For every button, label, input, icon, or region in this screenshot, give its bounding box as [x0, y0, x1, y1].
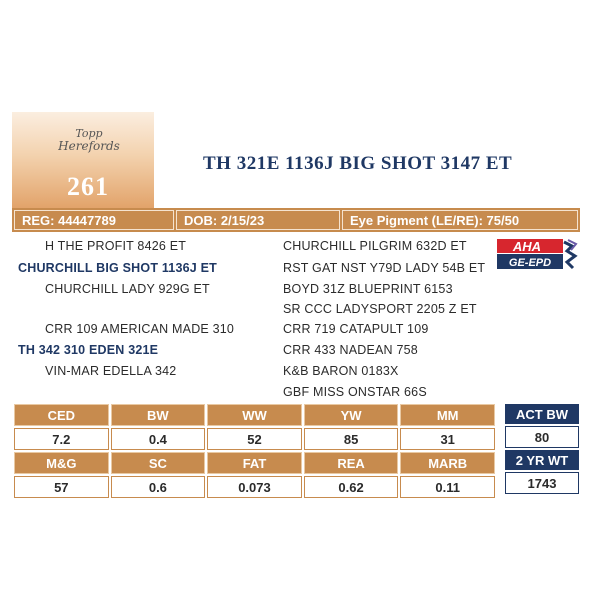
epd-value-yw: 85: [304, 428, 399, 450]
actual-bw-value: 80: [505, 426, 579, 448]
animal-name: TH 321E 1136J BIG SHOT 3147 ET: [203, 153, 513, 174]
epd-value-row: [14, 476, 495, 498]
epd-header-yw: YW: [304, 404, 399, 426]
pedigree-right-item: CHURCHILL PILGRIM 632D ET: [283, 239, 467, 253]
epd-header-ced: CED: [14, 404, 109, 426]
ranch-logo: [34, 128, 144, 152]
actual-bw-label: ACT BW: [505, 404, 579, 424]
pedigree-sire-dam: CHURCHILL LADY 929G ET: [45, 282, 210, 296]
eye-pigment: Eye Pigment (LE/RE): 75/50: [342, 210, 578, 230]
epd-header-ww: WW: [207, 404, 302, 426]
epd-header-row: [14, 452, 495, 474]
pedigree-right-item: GBF MISS ONSTAR 66S: [283, 385, 427, 399]
epd-value-mg: 57: [14, 476, 109, 498]
pedigree-right-item: CRR 433 NADEAN 758: [283, 343, 418, 357]
two-year-weight-label: 2 YR WT: [505, 450, 579, 470]
actual-weights-table: [503, 402, 581, 496]
epd-value-sc: 0.6: [111, 476, 206, 498]
epd-header-mm: MM: [400, 404, 495, 426]
pedigree-right-item: RST GAT NST Y79D LADY 54B ET: [283, 261, 486, 275]
epd-header-sc: SC: [111, 452, 206, 474]
epd-table: [12, 402, 497, 500]
epd-header-mg: M&G: [14, 452, 109, 474]
epd-header-fat: FAT: [207, 452, 302, 474]
two-year-weight-value: 1743: [505, 472, 579, 494]
aha-logo-line2: GE-EPD: [508, 257, 552, 269]
epd-header-bw: BW: [111, 404, 206, 426]
info-bar: [12, 208, 580, 232]
ranch-logo-line1: Topp: [75, 127, 103, 140]
pedigree-dam-sire: CRR 109 AMERICAN MADE 310: [45, 322, 235, 336]
aha-ge-epd-logo: [497, 238, 579, 270]
aha-logo-line1: AHA: [512, 239, 542, 254]
date-of-birth: DOB: 2/15/23: [176, 210, 340, 230]
ranch-logo-line2: Herefords: [58, 139, 120, 153]
pedigree-dam-dam: VIN-MAR EDELLA 342: [45, 364, 177, 378]
epd-value-ced: 7.2: [14, 428, 109, 450]
epd-header-row: [14, 404, 495, 426]
epd-value-row: [14, 428, 495, 450]
pedigree-right-item: BOYD 31Z BLUEPRINT 6153: [283, 282, 453, 296]
pedigree-sire: CHURCHILL BIG SHOT 1136J ET: [18, 261, 217, 275]
lot-number: 261: [67, 172, 109, 201]
pedigree-right-item: K&B BARON 0183X: [283, 364, 399, 378]
epd-value-mm: 31: [400, 428, 495, 450]
registration-number: REG: 44447789: [14, 210, 174, 230]
pedigree-right-item: SR CCC LADYSPORT 2205 Z ET: [283, 302, 477, 316]
epd-value-rea: 0.62: [304, 476, 399, 498]
epd-value-ww: 52: [207, 428, 302, 450]
epd-value-bw: 0.4: [111, 428, 206, 450]
epd-header-rea: REA: [304, 452, 399, 474]
epd-value-marb: 0.11: [400, 476, 495, 498]
epd-value-fat: 0.073: [207, 476, 302, 498]
pedigree-dam: TH 342 310 EDEN 321E: [18, 343, 159, 357]
pedigree-sire-sire: H THE PROFIT 8426 ET: [45, 239, 187, 253]
pedigree-right-item: CRR 719 CATAPULT 109: [283, 322, 429, 336]
epd-header-marb: MARB: [400, 452, 495, 474]
